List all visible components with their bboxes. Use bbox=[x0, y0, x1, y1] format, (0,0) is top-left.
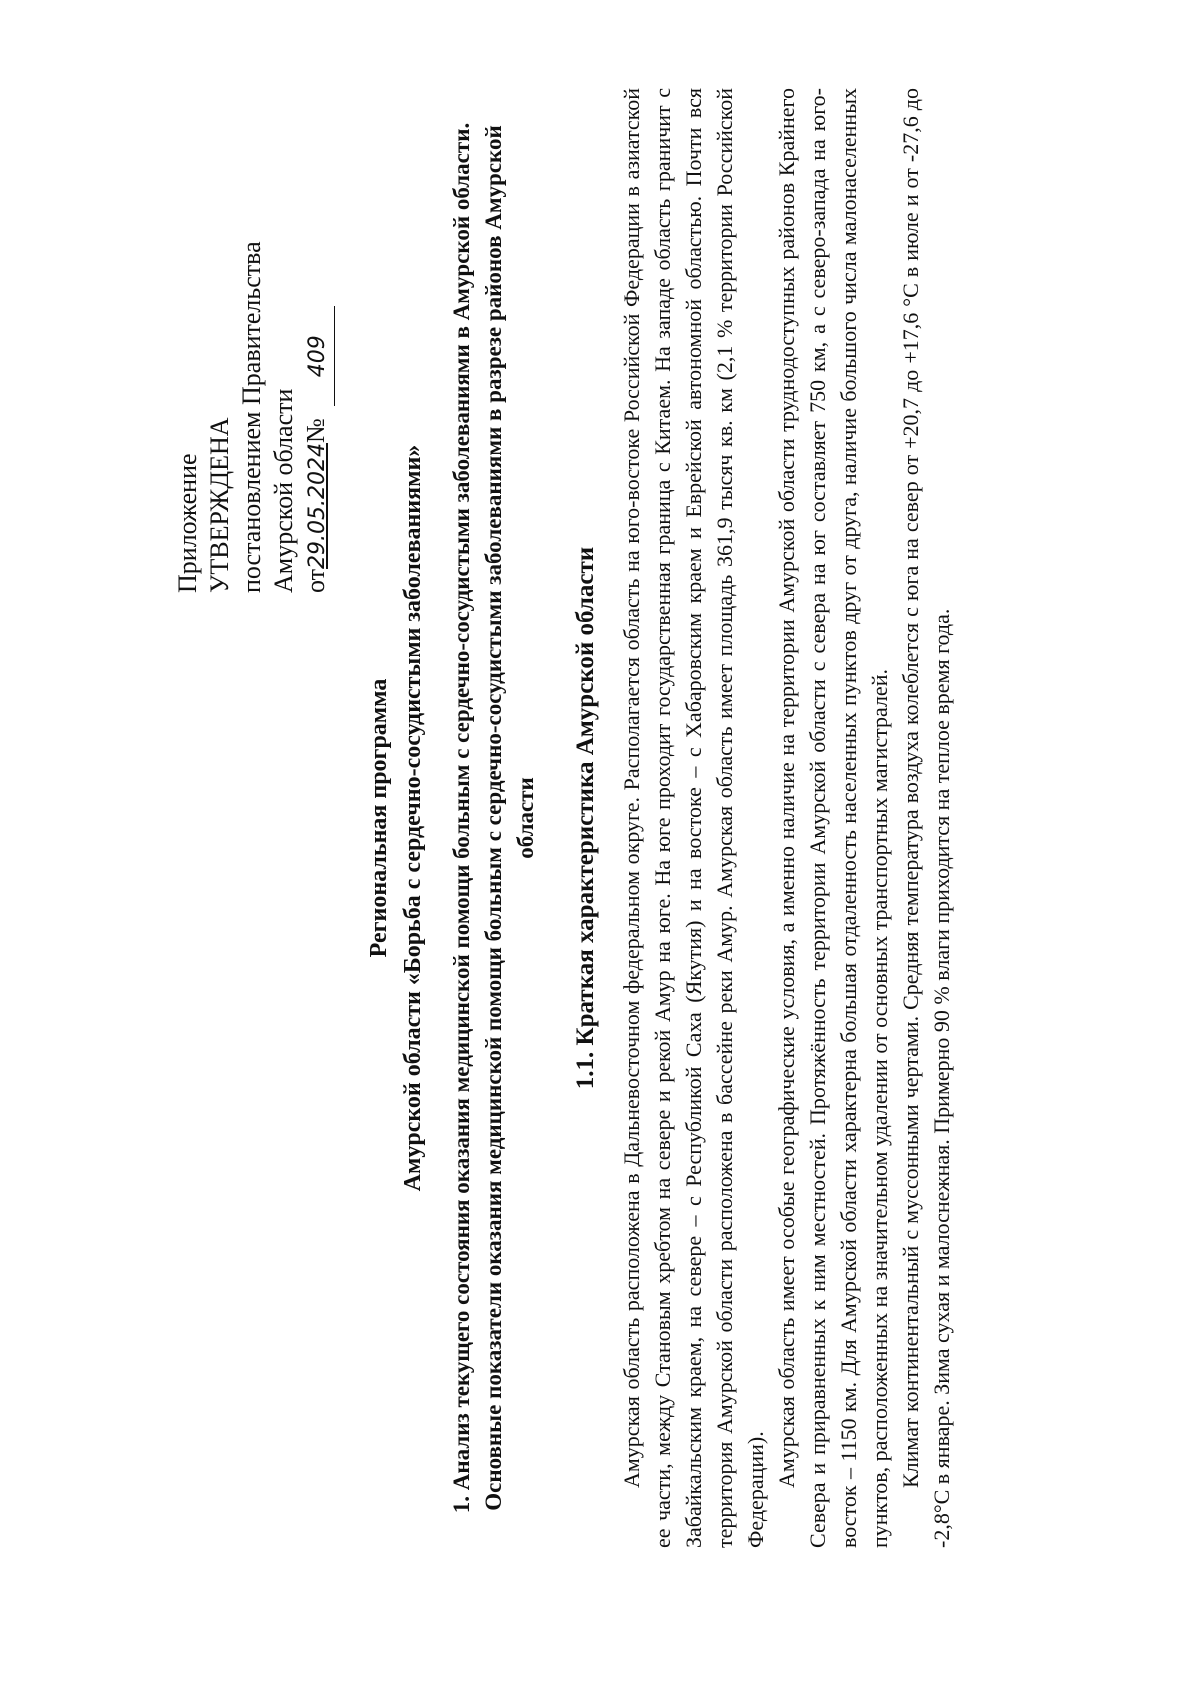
approval-number-handwritten: 409 bbox=[302, 306, 335, 406]
approval-date-handwritten: 29.05.2024 bbox=[305, 443, 330, 569]
program-title bbox=[362, 98, 430, 1538]
approval-appendix: Приложение bbox=[173, 453, 202, 593]
approval-date-number-line bbox=[300, 113, 335, 593]
paragraph: Климат континентальный с муссонными чертами. Средняя температура воздуха колеблется с юга на север от +20,7 до +17,6 °С в июле и от -27,6 до -2,8°С в январе. Зима сухая и малоснежная. Примерно 90 % влаги приходится на теплое время года. bbox=[898, 88, 954, 1548]
approval-region: Амурской области bbox=[269, 388, 298, 593]
paragraph: Амурская область расположена в Дальневосточном федеральном округе. Располагается область на юго-востоке Российской Федерации в азиатской ее части, между Становым хребтом на севере и рекой Амур на юге. На юге проходит государственная граница с Китаем. На западе область граничит с Забайкальским краем, на севере – с Республикой Саха (Якутия) и на востоке – с Хабаровским краем и Еврейской автономной областью. Почти вся территория Амурской области расположена в бассейне реки Амур. Амурская область имеет площадь 361,9 тысяч кв. км (2,1 % территории Российской Федерации). bbox=[619, 88, 768, 1548]
body-text bbox=[616, 88, 957, 1548]
paragraph: Амурская область имеет особые географические условия, а именно наличие на территории Амурской области труднодоступных районов Крайнего Севера и приравненных к ним местностей. Протяжённость территории Амурской области с севера на юг составляет 750 км, а с северо-запада на юго-восток – 1150 км. Для Амурской области характерна большая отдаленность населенных пунктов друг от друга, наличие большого числа малонаселенных пунктов, расположенных на значительном удалении от основных транспортных магистралей. bbox=[774, 88, 892, 1548]
program-title-line1: Региональная программа bbox=[366, 678, 392, 958]
approval-number-prefix: № bbox=[301, 418, 330, 443]
approval-date-prefix: от bbox=[301, 568, 330, 593]
program-title-line2: Амурской области «Борьба с сердечно-сосудистыми заболеваниями» bbox=[400, 444, 426, 1192]
subsection-1-1-title: 1.1. Краткая характеристика Амурской области bbox=[572, 546, 599, 1090]
section-1-title: 1. Анализ текущего состояния оказания медицинской помощи больным с сердечно-сосудистыми заболеваниями в Амурской области. Основные показатели оказания медицинской помощи больным с сердечно-сосудистыми заболеваниями в разрезе районов Амурской области bbox=[449, 122, 538, 1514]
approval-block bbox=[172, 113, 335, 593]
approval-resolution: постановлением Правительства bbox=[237, 241, 266, 593]
approval-approved: УТВЕРЖДЕНА bbox=[205, 417, 234, 593]
